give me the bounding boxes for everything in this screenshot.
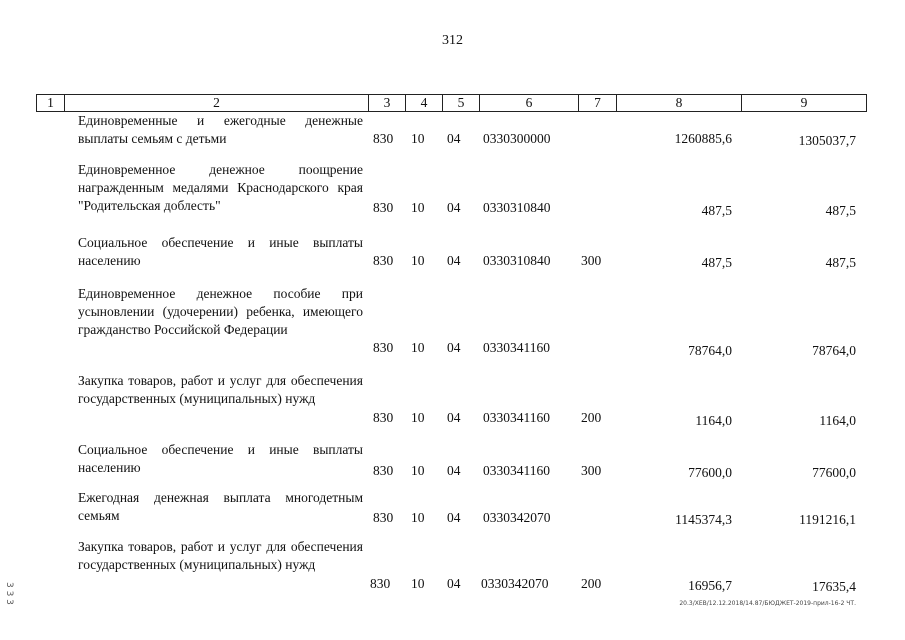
cell-col-9: 1164,0 (819, 413, 856, 428)
cell-col-6: 0330310840 (483, 200, 551, 215)
cell-col-9: 17635,4 (812, 579, 856, 594)
cell-col-5: 04 (447, 340, 461, 355)
cell-col-5: 04 (447, 200, 461, 215)
cell-col-8: 16956,7 (688, 578, 732, 593)
cell-col-3: 830 (373, 253, 394, 268)
cell-col-8: 487,5 (701, 255, 732, 270)
cell-col-4: 10 (411, 410, 425, 425)
cell-col-5: 04 (447, 410, 461, 425)
cell-col-4: 10 (411, 576, 425, 591)
header-col-9: 9 (742, 95, 867, 112)
cell-col-6: 0330310840 (483, 253, 551, 268)
cell-col-7: 200 (581, 576, 602, 591)
cell-col-3: 830 (373, 410, 394, 425)
cell-col-8: 78764,0 (688, 343, 732, 358)
row-name: Единовременное денежное пособие при усыновлении (удочерении) ребенка, имеющего гражданство Российской Федерации (78, 286, 363, 337)
cell-col-8: 1145374,3 (675, 512, 732, 527)
row-name: Единовременное денежное поощрение награжденным медалями Краснодарского края "Родительская доблесть" (78, 162, 363, 213)
cell-col-8: 1164,0 (695, 413, 732, 428)
row-name: Единовременные и ежегодные денежные выплаты семьям с детьми (78, 113, 363, 146)
cell-col-4: 10 (411, 200, 425, 215)
cell-col-9: 78764,0 (812, 343, 856, 358)
cell-col-3: 830 (373, 463, 394, 478)
cell-col-6: 0330341160 (483, 463, 550, 478)
cell-col-9: 487,5 (825, 255, 856, 270)
cell-col-4: 10 (411, 131, 425, 146)
cell-col-5: 04 (447, 253, 461, 268)
row-name: Социальное обеспечение и иные выплаты населению (78, 442, 363, 475)
cell-col-6: 0330341160 (483, 410, 550, 425)
cell-col-6: 0330342070 (481, 576, 549, 591)
cell-col-7: 300 (581, 253, 602, 268)
header-col-6: 6 (480, 95, 579, 112)
page-number: 312 (442, 33, 463, 48)
cell-col-6: 0330342070 (483, 510, 551, 525)
header-col-7: 7 (579, 95, 617, 112)
cell-col-3: 830 (373, 340, 394, 355)
cell-col-3: 830 (373, 131, 394, 146)
cell-col-8: 77600,0 (688, 465, 732, 480)
footer-note: 20.3/ХЕВ/12.12.2018/14.87/БЮДЖЕТ-2019-прил-16-2 ЧТ. (679, 600, 856, 607)
cell-col-5: 04 (447, 576, 461, 591)
cell-col-4: 10 (411, 253, 425, 268)
cell-col-4: 10 (411, 463, 425, 478)
cell-col-6: 0330341160 (483, 340, 550, 355)
cell-col-5: 04 (447, 463, 461, 478)
header-col-2: 2 (65, 95, 369, 112)
cell-col-3: 830 (373, 510, 394, 525)
cell-col-9: 77600,0 (812, 465, 856, 480)
side-mark: 3 3 3 (4, 582, 14, 605)
header-col-4: 4 (406, 95, 443, 112)
cell-col-8: 1260885,6 (674, 131, 732, 146)
cell-col-9: 1191216,1 (799, 512, 856, 527)
cell-col-7: 200 (581, 410, 602, 425)
cell-col-9: 487,5 (825, 203, 856, 218)
header-col-8: 8 (617, 95, 742, 112)
cell-col-8: 487,5 (701, 203, 732, 218)
cell-col-4: 10 (411, 510, 425, 525)
cell-col-5: 04 (447, 131, 461, 146)
cell-col-3: 830 (373, 200, 394, 215)
header-col-5: 5 (443, 95, 480, 112)
cell-col-6: 0330300000 (483, 131, 551, 146)
cell-col-9: 1305037,7 (798, 133, 856, 148)
header-col-3: 3 (369, 95, 406, 112)
row-name: Закупка товаров, работ и услуг для обеспечения государственных (муниципальных) нужд (78, 373, 363, 406)
header-col-1: 1 (37, 95, 65, 112)
cell-col-5: 04 (447, 510, 461, 525)
row-name: Социальное обеспечение и иные выплаты населению (78, 235, 363, 268)
cell-col-4: 10 (411, 340, 425, 355)
cell-col-3: 830 (370, 576, 391, 591)
row-name: Закупка товаров, работ и услуг для обеспечения государственных (муниципальных) нужд (78, 539, 363, 572)
row-name: Ежегодная денежная выплата многодетным семьям (78, 490, 363, 523)
column-number-header (36, 94, 867, 112)
cell-col-7: 300 (581, 463, 602, 478)
